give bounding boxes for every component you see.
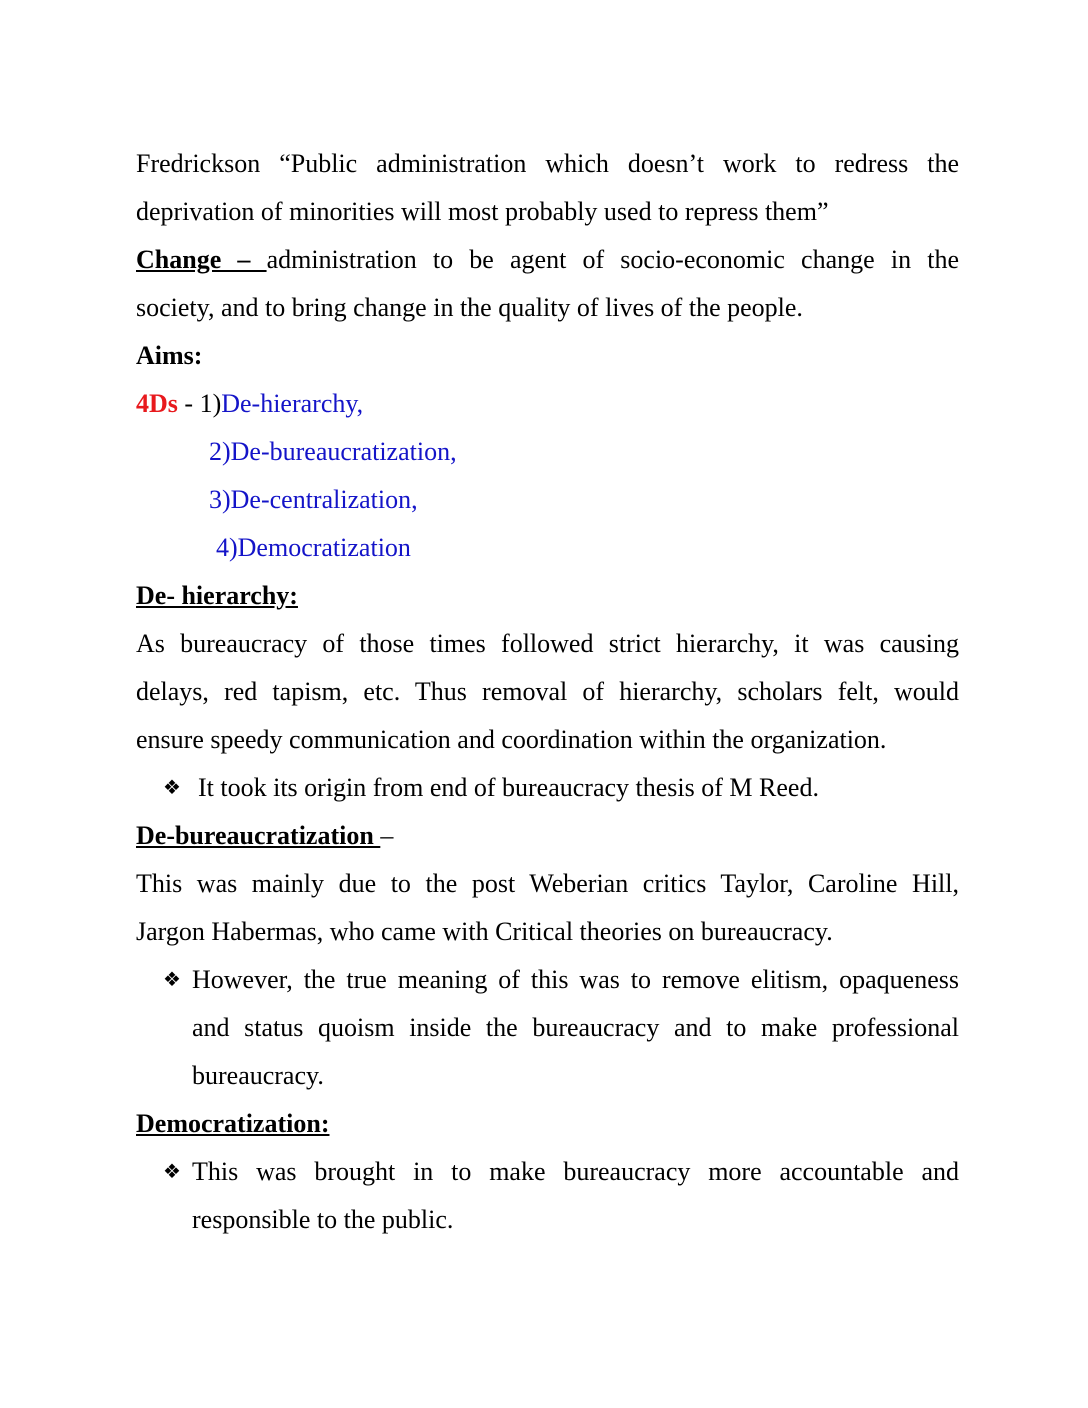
de-hierarchy-line-3: ensure speedy communication and coordination within the organization. <box>136 725 887 754</box>
de-bureaucratization-line-1: This was mainly due to the post Weberian critics Taylor, Caroline Hill, <box>136 869 959 898</box>
de-bureaucratization-bullet-line-1 <box>136 956 959 1004</box>
aims-item-de-centralization: 3)De-centralization, <box>209 485 418 514</box>
de-hierarchy-bullet <box>136 764 959 812</box>
quote-line-2: deprivation of minorities will most probably used to repress them” <box>136 197 829 226</box>
democratization-bullet-line-2: responsible to the public. <box>192 1205 454 1234</box>
democratization-heading: Democratization: <box>136 1109 330 1138</box>
de-bureaucratization-heading-row <box>136 812 959 860</box>
de-hierarchy-heading-row <box>136 572 959 620</box>
four-ds-label: 4Ds <box>136 389 178 418</box>
document-page <box>136 140 959 1244</box>
de-bureaucratization-bullet-line-2: and status quoism inside the bureaucracy and to make professional <box>192 1013 959 1042</box>
de-bureaucratization-line-2: Jargon Habermas, who came with Critical theories on bureaucracy. <box>136 917 833 946</box>
diamond-bullet-icon: ❖ <box>163 969 181 991</box>
democratization-heading-row <box>136 1100 959 1148</box>
bullet-text: It took its origin from end of bureaucracy thesis of M Reed. <box>198 773 819 802</box>
diamond-bullet-icon: ❖ <box>163 777 181 799</box>
de-hierarchy-line-1: As bureaucracy of those times followed strict hierarchy, it was causing <box>136 629 959 658</box>
change-line-2: society, and to bring change in the quality of lives of the people. <box>136 293 803 322</box>
diamond-bullet-icon: ❖ <box>163 1161 181 1183</box>
heading-dash: – <box>380 821 394 850</box>
de-hierarchy-heading: De- hierarchy: <box>136 581 298 610</box>
de-bureaucratization-heading: De-bureaucratization <box>136 821 381 850</box>
bullet-text: This was brought in to make bureaucracy more accountable and <box>192 1157 959 1186</box>
de-hierarchy-line-2: delays, red tapism, etc. Thus removal of hierarchy, scholars felt, would <box>136 677 959 706</box>
de-bureaucratization-bullet-line-3: bureaucracy. <box>192 1061 324 1090</box>
aims-item-1 <box>136 380 959 428</box>
aims-heading: Aims: <box>136 341 203 370</box>
bullet-text: However, the true meaning of this was to remove elitism, opaqueness <box>192 965 959 994</box>
change-line-1 <box>136 236 959 284</box>
change-heading: Change – <box>136 245 267 274</box>
aims-item-democratization: 4)Democratization <box>216 533 411 562</box>
aims-separator: - 1) <box>177 389 222 418</box>
quote-line-1: Fredrickson “Public administration which doesn’t work to redress the <box>136 149 959 178</box>
democratization-bullet-line-1 <box>136 1148 959 1196</box>
aims-item-de-bureaucratization: 2)De-bureaucratization, <box>209 437 457 466</box>
change-text: administration to be agent of socio-economic change in the <box>266 245 959 274</box>
aims-item-de-hierarchy: De-hierarchy, <box>221 389 364 418</box>
